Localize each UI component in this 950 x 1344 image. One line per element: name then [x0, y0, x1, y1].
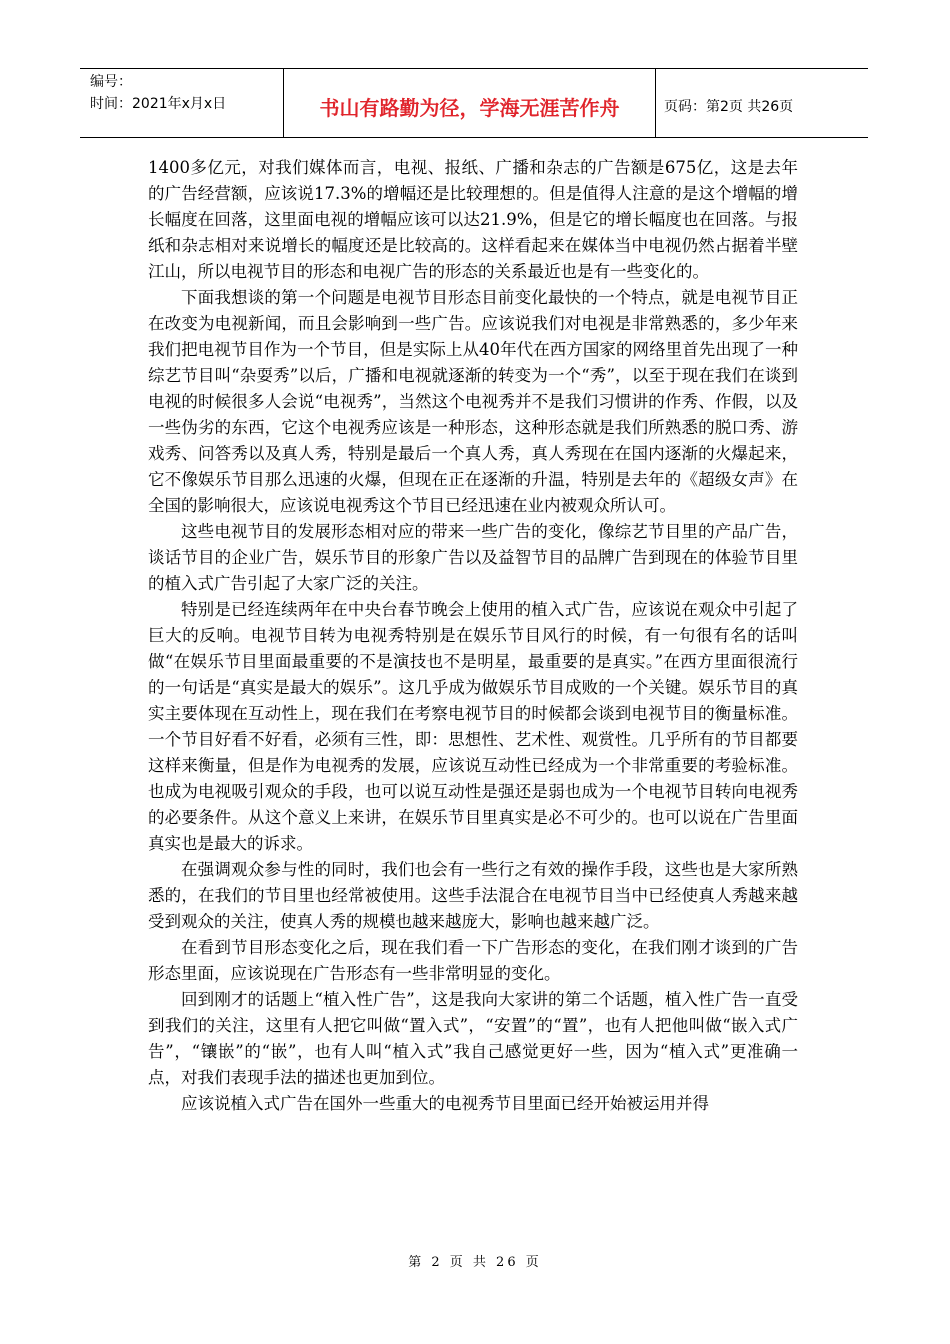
header-motto: 书山有路勤为径，学海无涯苦作舟 — [284, 69, 656, 137]
paragraph: 这些电视节目的发展形态相对应的带来一些广告的变化，像综艺节目里的产品广告，谈话节目的企业广告，娱乐节目的形象广告以及益智节目的品牌广告到现在的体验节目里的植入式广告引起了大家广泛的关注。 — [148, 522, 798, 593]
page-footer: 第 2 页 共 26 页 — [408, 1255, 542, 1270]
paragraph: 下面我想谈的第一个问题是电视节目形态目前变化最快的一个特点，就是电视节目正在改变为电视新闻，而且会影响到一些广告。应该说我们对电视是非常熟悉的，多少年来我们把电视节目作为一个节目，但是实际上从40年代在西方国家的网络里首先出现了一种综艺节目叫“杂耍秀”以后，广播和电视就逐渐的转变为一个“秀”，以至于现在我们在谈到电视的时候很多人会说“电视秀”，当然这个电视秀并不是我们习惯讲的作秀、作假，以及一些伪劣的东西，它这个电视秀应该是一种形态，这种形态就是我们所熟悉的脱口秀、游戏秀、问答秀以及真人秀，特别是最后一个真人秀，真人秀现在在国内逐渐的火爆起来，它不像娱乐节目那么迅速的火爆，但现在正在逐渐的升温，特别是去年的《超级女声》在全国的影响很大，应该说电视秀这个节目已经迅速在业内被观众所认可。 — [148, 288, 798, 515]
paragraph: 特别是已经连续两年在中央台春节晚会上使用的植入式广告，应该说在观众中引起了巨大的反响。电视节目转为电视秀特别是在娱乐节目风行的时候，有一句很有名的话叫做“在娱乐节目里面最重要的不是演技也不是明星，最重要的是真实。”在西方里面很流行的一句话是“真实是最大的娱乐”。这几乎成为做娱乐节目成败的一个关键。娱乐节目的真实主要体现在互动性上，现在我们在考察电视节目的时候都会谈到电视节目的衡量标准。一个节目好看不好看，必须有三性，即：思想性、艺术性、观赏性。几乎所有的节目都要这样来衡量，但是作为电视秀的发展，应该说互动性已经成为一个非常重要的考验标准。也成为电视吸引观众的手段，也可以说互动性是强还是弱也成为一个电视节目转向电视秀的必要条件。从这个意义上来讲，在娱乐节目里真实是必不可少的。也可以说在广告里面真实也是最大的诉求。 — [148, 600, 798, 853]
page-header — [80, 68, 868, 138]
paragraph: 应该说植入式广告在国外一些重大的电视秀节目里面已经开始被运用并得 — [181, 1094, 709, 1113]
header-meta — [80, 69, 284, 137]
paragraph: 在看到节目形态变化之后，现在我们看一下广告形态的变化，在我们刚才谈到的广告形态里面，应该说现在广告形态有一些非常明显的变化。 — [148, 938, 798, 983]
paragraph: 回到刚才的话题上“植入性广告”，这是我向大家讲的第二个话题，植入性广告一直受到我们的关注，这里有人把它叫做“置入式”，“安置”的“置”，也有人把他叫做“嵌入式广告”，“镶嵌”的“嵌”，也有人叫“植入式”我自己感觉更好一些，因为“植入式”更准确一点，对我们表现手法的描述也更加到位。 — [148, 990, 798, 1087]
header-page-info: 页码：第2页 共26页 — [664, 99, 794, 115]
document-time-label: 时间：2021年x月x日 — [90, 96, 227, 112]
paragraph: 在强调观众参与性的同时，我们也会有一些行之有效的操作手段，这些也是大家所熟悉的，在我们的节目里也经常被使用。这些手法混合在电视节目当中已经使真人秀越来越受到观众的关注，使真人秀的规模也越来越庞大，影响也越来越广泛。 — [148, 860, 798, 931]
paragraph: 1400多亿元，对我们媒体而言，电视、报纸、广播和杂志的广告额是675亿，这是去年的广告经营额，应该说17.3%的增幅还是比较理想的。但是值得人注意的是这个增幅的增长幅度在回落，这里面电视的增幅应该可以达21.9%，但是它的增长幅度也在回落。与报纸和杂志相对来说增长的幅度还是比较高的。这样看起来在媒体当中电视仍然占据着半壁江山，所以电视节目的形态和电视广告的形态的关系最近也是有一些变化的。 — [148, 158, 798, 281]
document-body — [148, 155, 798, 1117]
document-number-label: 编号： — [90, 74, 132, 90]
